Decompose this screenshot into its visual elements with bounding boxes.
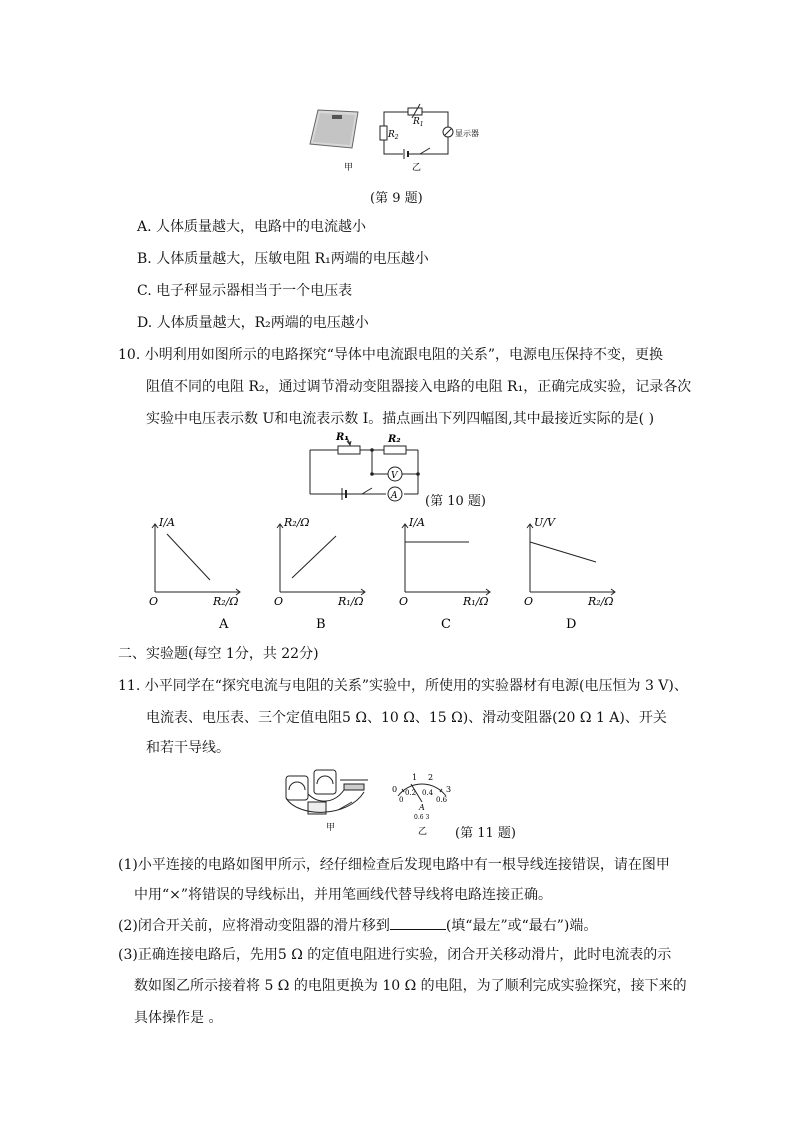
scale-end-0: 0 [392, 785, 398, 794]
q11-caption: (第 11 题) [455, 826, 516, 841]
q11-line1: 11. 小平同学在“探究电流与电阻的关系”实验中，所使用的实验器材有电源(电压恒为 3 V)、 [118, 678, 688, 694]
graph-d-origin: O [524, 595, 534, 608]
q10-ammeter: A [391, 491, 398, 501]
q9-fig-jia: 甲 [344, 163, 354, 173]
meter-letter: A [419, 803, 425, 812]
q9-r2-label: $R_2$ [388, 130, 399, 141]
q10-r1-label: R₁ [336, 432, 349, 443]
q11-figure [278, 762, 458, 837]
q10-r2-label: R₂ [388, 434, 401, 445]
graph-c-origin: O [399, 595, 409, 608]
q10-line1: 10. 小明利用如图所示的电路探究“导体中电流跟电阻的关系”，电源电压保持不变，更换 [118, 347, 664, 363]
scale-bottom-04: 0.4 [422, 789, 434, 797]
q9-caption: (第 9 题) [370, 191, 423, 206]
q10-voltmeter: V [391, 471, 398, 481]
scale-top-1: 1 [412, 773, 418, 782]
meter-terms: 0.6 3 [414, 814, 430, 821]
q11-part1-line1: (1)小平连接的电路如图甲所示，经仔细检查后发现电路中有一根导线连接错误，请在图甲 [118, 857, 670, 873]
scale-end-3: 3 [446, 785, 452, 794]
graph-d-letter: D [566, 617, 577, 632]
q10-graph-c [395, 512, 505, 632]
q9-fig-yi: 乙 [412, 163, 422, 173]
q10-graph-b [270, 512, 380, 632]
answer-blank[interactable] [390, 915, 446, 930]
q11-line2: 电流表、电压表、三个定值电阻5 Ω、10 Ω、15 Ω)、滑动变阻器(20 Ω 1 A)、开关 [146, 710, 667, 726]
q9-option-b: B. 人体质量越大，压敏电阻 R₁两端的电压越小 [137, 251, 429, 267]
q9-option-c: C. 电子秤显示器相当于一个电压表 [137, 283, 353, 299]
section-2-heading: 二、实验题(每空 1分，共 22分) [118, 646, 319, 662]
graph-c-ylabel: I/A [409, 516, 425, 529]
scale-bottom-0: 0 [399, 796, 404, 804]
graph-d-ylabel: U/V [534, 516, 555, 529]
graph-c-letter: C [441, 617, 451, 632]
q9-figure [300, 100, 479, 180]
q10-graph-d [520, 512, 630, 632]
q10-line2: 阻值不同的电阻 R₂，通过调节滑动变阻器接入电路的电阻 R₁，正确完成实验，记录各次 [146, 379, 692, 395]
q10-caption: (第 10 题) [425, 494, 486, 509]
graph-a-letter: A [219, 617, 229, 632]
q11-part2-post: (填“最左”或“最右”)端。 [445, 918, 598, 934]
q9-display-label: 显示器 [455, 129, 479, 138]
q11-part2-pre: (2)闭合开关前，应将滑动变阻器的滑片移到 [118, 918, 390, 934]
graph-a-origin: O [149, 595, 159, 608]
q11-fig-jia: 甲 [326, 823, 336, 833]
graph-d-xlabel: R₂/Ω [588, 595, 614, 608]
q11-part2 [118, 915, 597, 936]
scale-top-2: 2 [428, 773, 434, 782]
q9-option-d: D. 人体质量越大，R₂两端的电压越小 [137, 315, 369, 331]
graph-c-xlabel: R₁/Ω [463, 595, 489, 608]
graph-a-ylabel: I/A [159, 516, 175, 529]
scale-image [310, 110, 358, 148]
q11-part3-line1: (3)正确连接电路后，先用5 Ω 的定值电阻进行实验，闭合开关移动滑片，此时电流表的示 [118, 947, 672, 963]
graph-b-ylabel: R₂/Ω [284, 516, 310, 529]
graph-b-origin: O [274, 595, 284, 608]
scale-bottom-06: 0.6 [436, 796, 448, 804]
q10-circuit [300, 430, 430, 505]
q10-line3: 实验中电压表示数 U和电流表示数 I。描点画出下列四幅图,其中最接近实际的是( ) [146, 411, 655, 427]
q9-option-a: A. 人体质量越大，电路中的电流越小 [137, 219, 367, 235]
q10-graph-a [145, 512, 255, 632]
q11-line3: 和若干导线。 [146, 740, 230, 756]
q11-part3-line2: 数如图乙所示接着将 5 Ω 的电阻更换为 10 Ω 的电阻，为了顺利完成实验探究，接下来的 [134, 978, 687, 994]
scale-bottom-02: 0.2 [405, 789, 417, 797]
q11-part3-line3: 具体操作是 。 [134, 1010, 223, 1026]
graph-a-xlabel: R₂/Ω [213, 595, 239, 608]
apparatus-image [286, 770, 368, 814]
q11-fig-yi: 乙 [418, 827, 428, 837]
q11-part1-line2: 中用“×”将错误的导线标出，并用笔画线代替导线将电路连接正确。 [134, 887, 553, 903]
q9-r1-label: $R_1$ [413, 117, 424, 128]
graph-b-letter: B [316, 617, 326, 632]
graph-b-xlabel: R₁/Ω [338, 595, 364, 608]
